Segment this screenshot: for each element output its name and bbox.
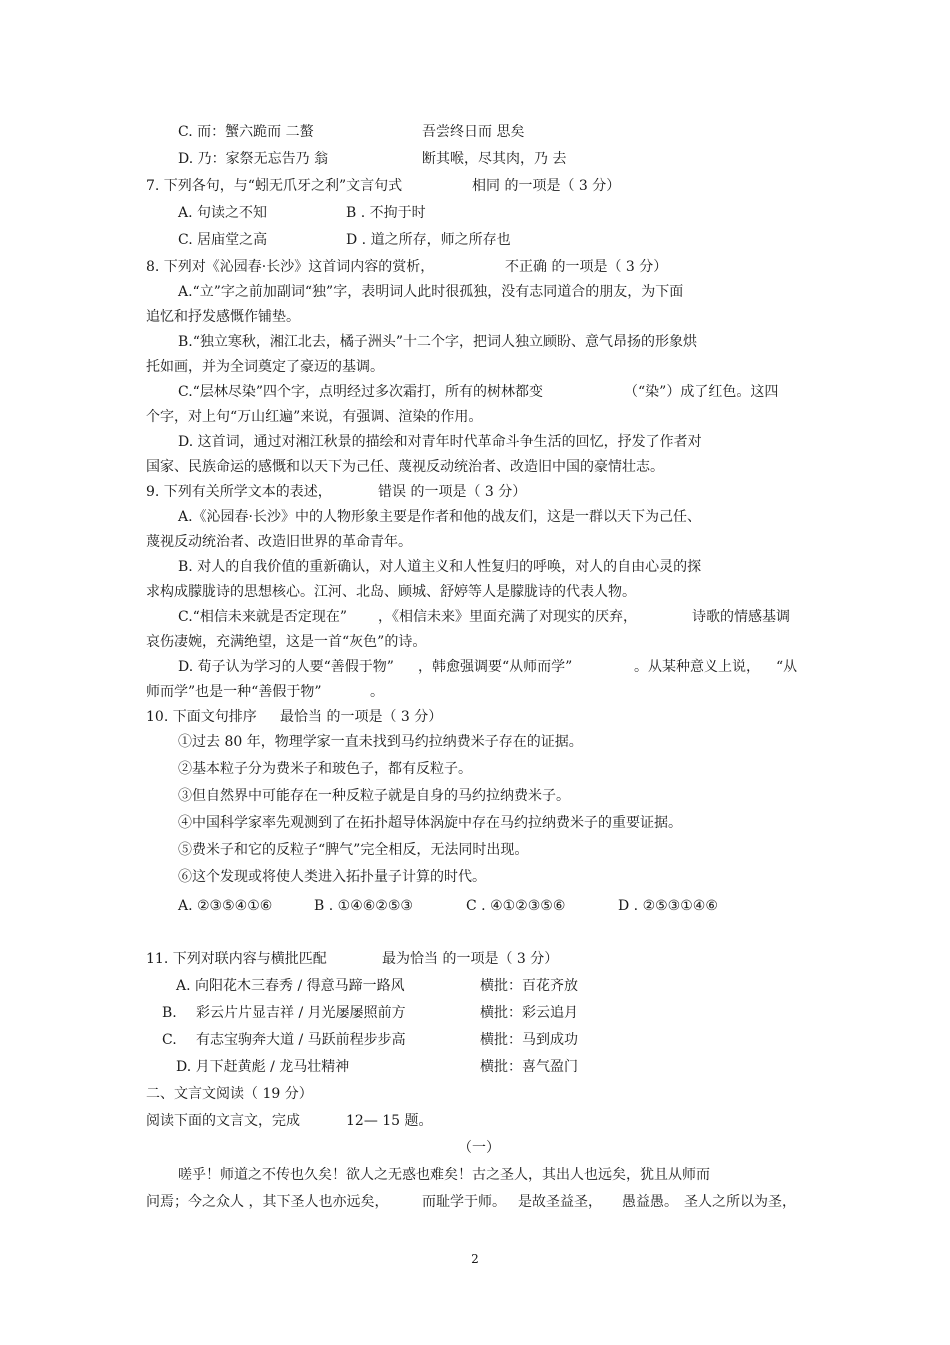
q8-option-b-line2: 托如画，并为全词奠定了豪迈的基调。 — [146, 359, 384, 375]
q10-sentence-2: ②基本粒子分为费米子和玻色子，都有反粒子。 — [178, 761, 472, 777]
q10-stem: 10. 下面文句排序 — [146, 709, 257, 725]
q9-stem-tail: 错误 的一项是（ 3 分） — [378, 484, 527, 500]
page-number: 2 — [471, 1252, 479, 1266]
q9-option-b-line1: B. 对人的自我价值的重新确认，对人道主义和人性复归的呼唤，对人的自由心灵的探 — [178, 559, 702, 575]
q11-option-c-letter: C. — [162, 1032, 177, 1048]
q9-option-c-line1-a: C.“相信未来就是否定现在” — [178, 609, 347, 625]
section-2-heading: 二、文言文阅读（ 19 分） — [146, 1086, 313, 1102]
q10-sentence-1: ①过去 80 年，物理学家一直未找到马约拉纳费米子存在的证据。 — [178, 734, 583, 750]
q9-stem: 9. 下列有关所学文本的表述， — [146, 484, 332, 500]
q10-sentence-6: ⑥这个发现或将使人类进入拓扑量子计算的时代。 — [178, 869, 486, 885]
q9-option-d-line1-c: 。从某种意义上说， — [634, 659, 760, 675]
q9-option-c-line2: 哀伤凄婉，充满绝望，这是一首“灰色”的诗。 — [146, 634, 427, 650]
q9-option-d-line2-end: 。 — [370, 684, 384, 700]
q6-option-c-right: 吾尝终日而 思矣 — [422, 124, 525, 140]
q11-stem: 11. 下列对联内容与横批匹配 — [146, 951, 327, 967]
q10-sentence-4: ④中国科学家率先观测到了在拓扑超导体涡旋中存在马约拉纳费米子的重要证据。 — [178, 815, 682, 831]
passage-line-2-e: 圣人之所以为圣， — [684, 1194, 796, 1210]
q10-option-b: B . ①④⑥②⑤③ — [314, 898, 413, 914]
q8-stem-tail: 不正确 的一项是（ 3 分） — [505, 259, 668, 275]
q7-option-a: A. 句读之不知 — [178, 205, 268, 221]
q9-option-c-line1-c: 诗歌的情感基调 — [692, 609, 790, 625]
q7-option-c: C. 居庙堂之高 — [178, 232, 268, 248]
q7-stem-tail: 相同 的一项是（ 3 分） — [472, 178, 621, 194]
q8-option-b-line1: B.“独立寒秋，湘江北去，橘子洲头”十二个字，把词人独立顾盼、意气昂扬的形象烘 — [178, 334, 698, 350]
q11-option-b-letter: B. — [162, 1005, 177, 1021]
q11-option-a-couplet: A. 向阳花木三春秀 / 得意马蹄一路风 — [176, 978, 405, 994]
q10-stem-tail: 最恰当 的一项是（ 3 分） — [280, 709, 443, 725]
passage-line-2-d: 愚益愚。 — [622, 1194, 678, 1210]
q6-option-d-right: 断其喉，尽其肉，乃 去 — [422, 151, 567, 167]
q10-sentence-5: ⑤费米子和它的反粒子“脾气”完全相反，无法同时出现。 — [178, 842, 529, 858]
q6-option-c-left: C. 而：蟹六跪而 二螯 — [178, 124, 314, 140]
q11-option-d-banner: 横批：喜气盈门 — [480, 1059, 578, 1075]
q8-option-c-line1-tail: （“染”）成了红色。这四 — [624, 384, 779, 400]
q9-option-d-line1-b: ，韩愈强调要“从师而学” — [418, 659, 573, 675]
q7-option-b: B . 不拘于时 — [346, 205, 426, 221]
q11-option-d-couplet: D. 月下赶黄彪 / 龙马壮精神 — [176, 1059, 350, 1075]
q10-option-d: D . ②⑤③①④⑥ — [618, 898, 718, 914]
q7-option-d: D . 道之所存，师之所存也 — [346, 232, 511, 248]
section-2-instruction: 阅读下面的文言文，完成 — [146, 1113, 300, 1129]
q11-stem-tail: 最为恰当 的一项是（ 3 分） — [382, 951, 559, 967]
q8-option-a-line1: A.“立”字之前加副词“独”字，表明词人此时很孤独，没有志同道合的朋友，为下面 — [178, 284, 684, 300]
q9-option-c-line1-b: ，《相信未来》里面充满了对现实的厌弃， — [378, 609, 637, 625]
q8-option-c-line2: 个字，对上句“万山红遍”来说，有强调、渲染的作用。 — [146, 409, 483, 425]
q11-option-a-banner: 横批：百花齐放 — [480, 978, 578, 994]
passage-line-1: 嗟乎！师道之不传也久矣！欲人之无惑也难矣！古之圣人，其出人也远矣，犹且从师而 — [178, 1167, 710, 1183]
q11-option-c-couplet: 有志宝驹奔大道 / 马跃前程步步高 — [196, 1032, 406, 1048]
q8-option-c-line1: C.“层林尽染”四个字，点明经过多次霜打，所有的树林都变 — [178, 384, 543, 400]
q9-option-d-line1-d: “从 — [776, 659, 798, 675]
q9-option-d-line1-a: D. 荀子认为学习的人要“善假于物” — [178, 659, 394, 675]
q6-option-d-left: D. 乃：家祭无忘告乃 翁 — [178, 151, 329, 167]
q7-stem: 7. 下列各句，与“蚓无爪牙之利”文言句式 — [146, 178, 403, 194]
q8-stem: 8. 下列对《沁园春·长沙》这首词内容的赏析， — [146, 259, 435, 275]
q11-option-b-couplet: 彩云片片显吉祥 / 月光屡屡照前方 — [196, 1005, 406, 1021]
q9-option-b-line2: 求构成朦胧诗的思想核心。江河、北岛、顾城、舒婷等人是朦胧诗的代表人物。 — [146, 584, 636, 600]
q10-sentence-3: ③但自然界中可能存在一种反粒子就是自身的马约拉纳费米子。 — [178, 788, 570, 804]
q9-option-a-line2: 蔑视反动统治者、改造旧世界的革命青年。 — [146, 534, 412, 550]
q10-option-a: A. ②③⑤④①⑥ — [178, 898, 273, 914]
q10-option-c: C . ④①②③⑤⑥ — [466, 898, 566, 914]
q11-option-b-banner: 横批：彩云追月 — [480, 1005, 578, 1021]
q11-option-c-banner: 横批：马到成功 — [480, 1032, 578, 1048]
q8-option-a-line2: 追忆和抒发感慨作铺垫。 — [146, 309, 300, 325]
passage-line-2-b: 而耻学于师。 — [422, 1194, 506, 1210]
passage-line-2-c: 是故圣益圣， — [518, 1194, 602, 1210]
q9-option-d-line2: 师而学”也是一种“善假于物” — [146, 684, 322, 700]
section-2-instruction-tail: 12— 15 题。 — [346, 1113, 433, 1129]
passage-label: （一） — [458, 1140, 500, 1156]
passage-line-2-a: 问焉；今之众人 ，其下圣人也亦远矣， — [146, 1194, 389, 1210]
q8-option-d-line2: 国家、民族命运的感慨和以天下为己任、蔑视反动统治者、改造旧中国的豪情壮志。 — [146, 459, 664, 475]
q9-option-a-line1: A.《沁园春·长沙》中的人物形象主要是作者和他的战友们，这是一群以天下为己任、 — [178, 509, 702, 525]
q8-option-d-line1: D. 这首词，通过对湘江秋景的描绘和对青年时代革命斗争生活的回忆，抒发了作者对 — [178, 434, 702, 450]
